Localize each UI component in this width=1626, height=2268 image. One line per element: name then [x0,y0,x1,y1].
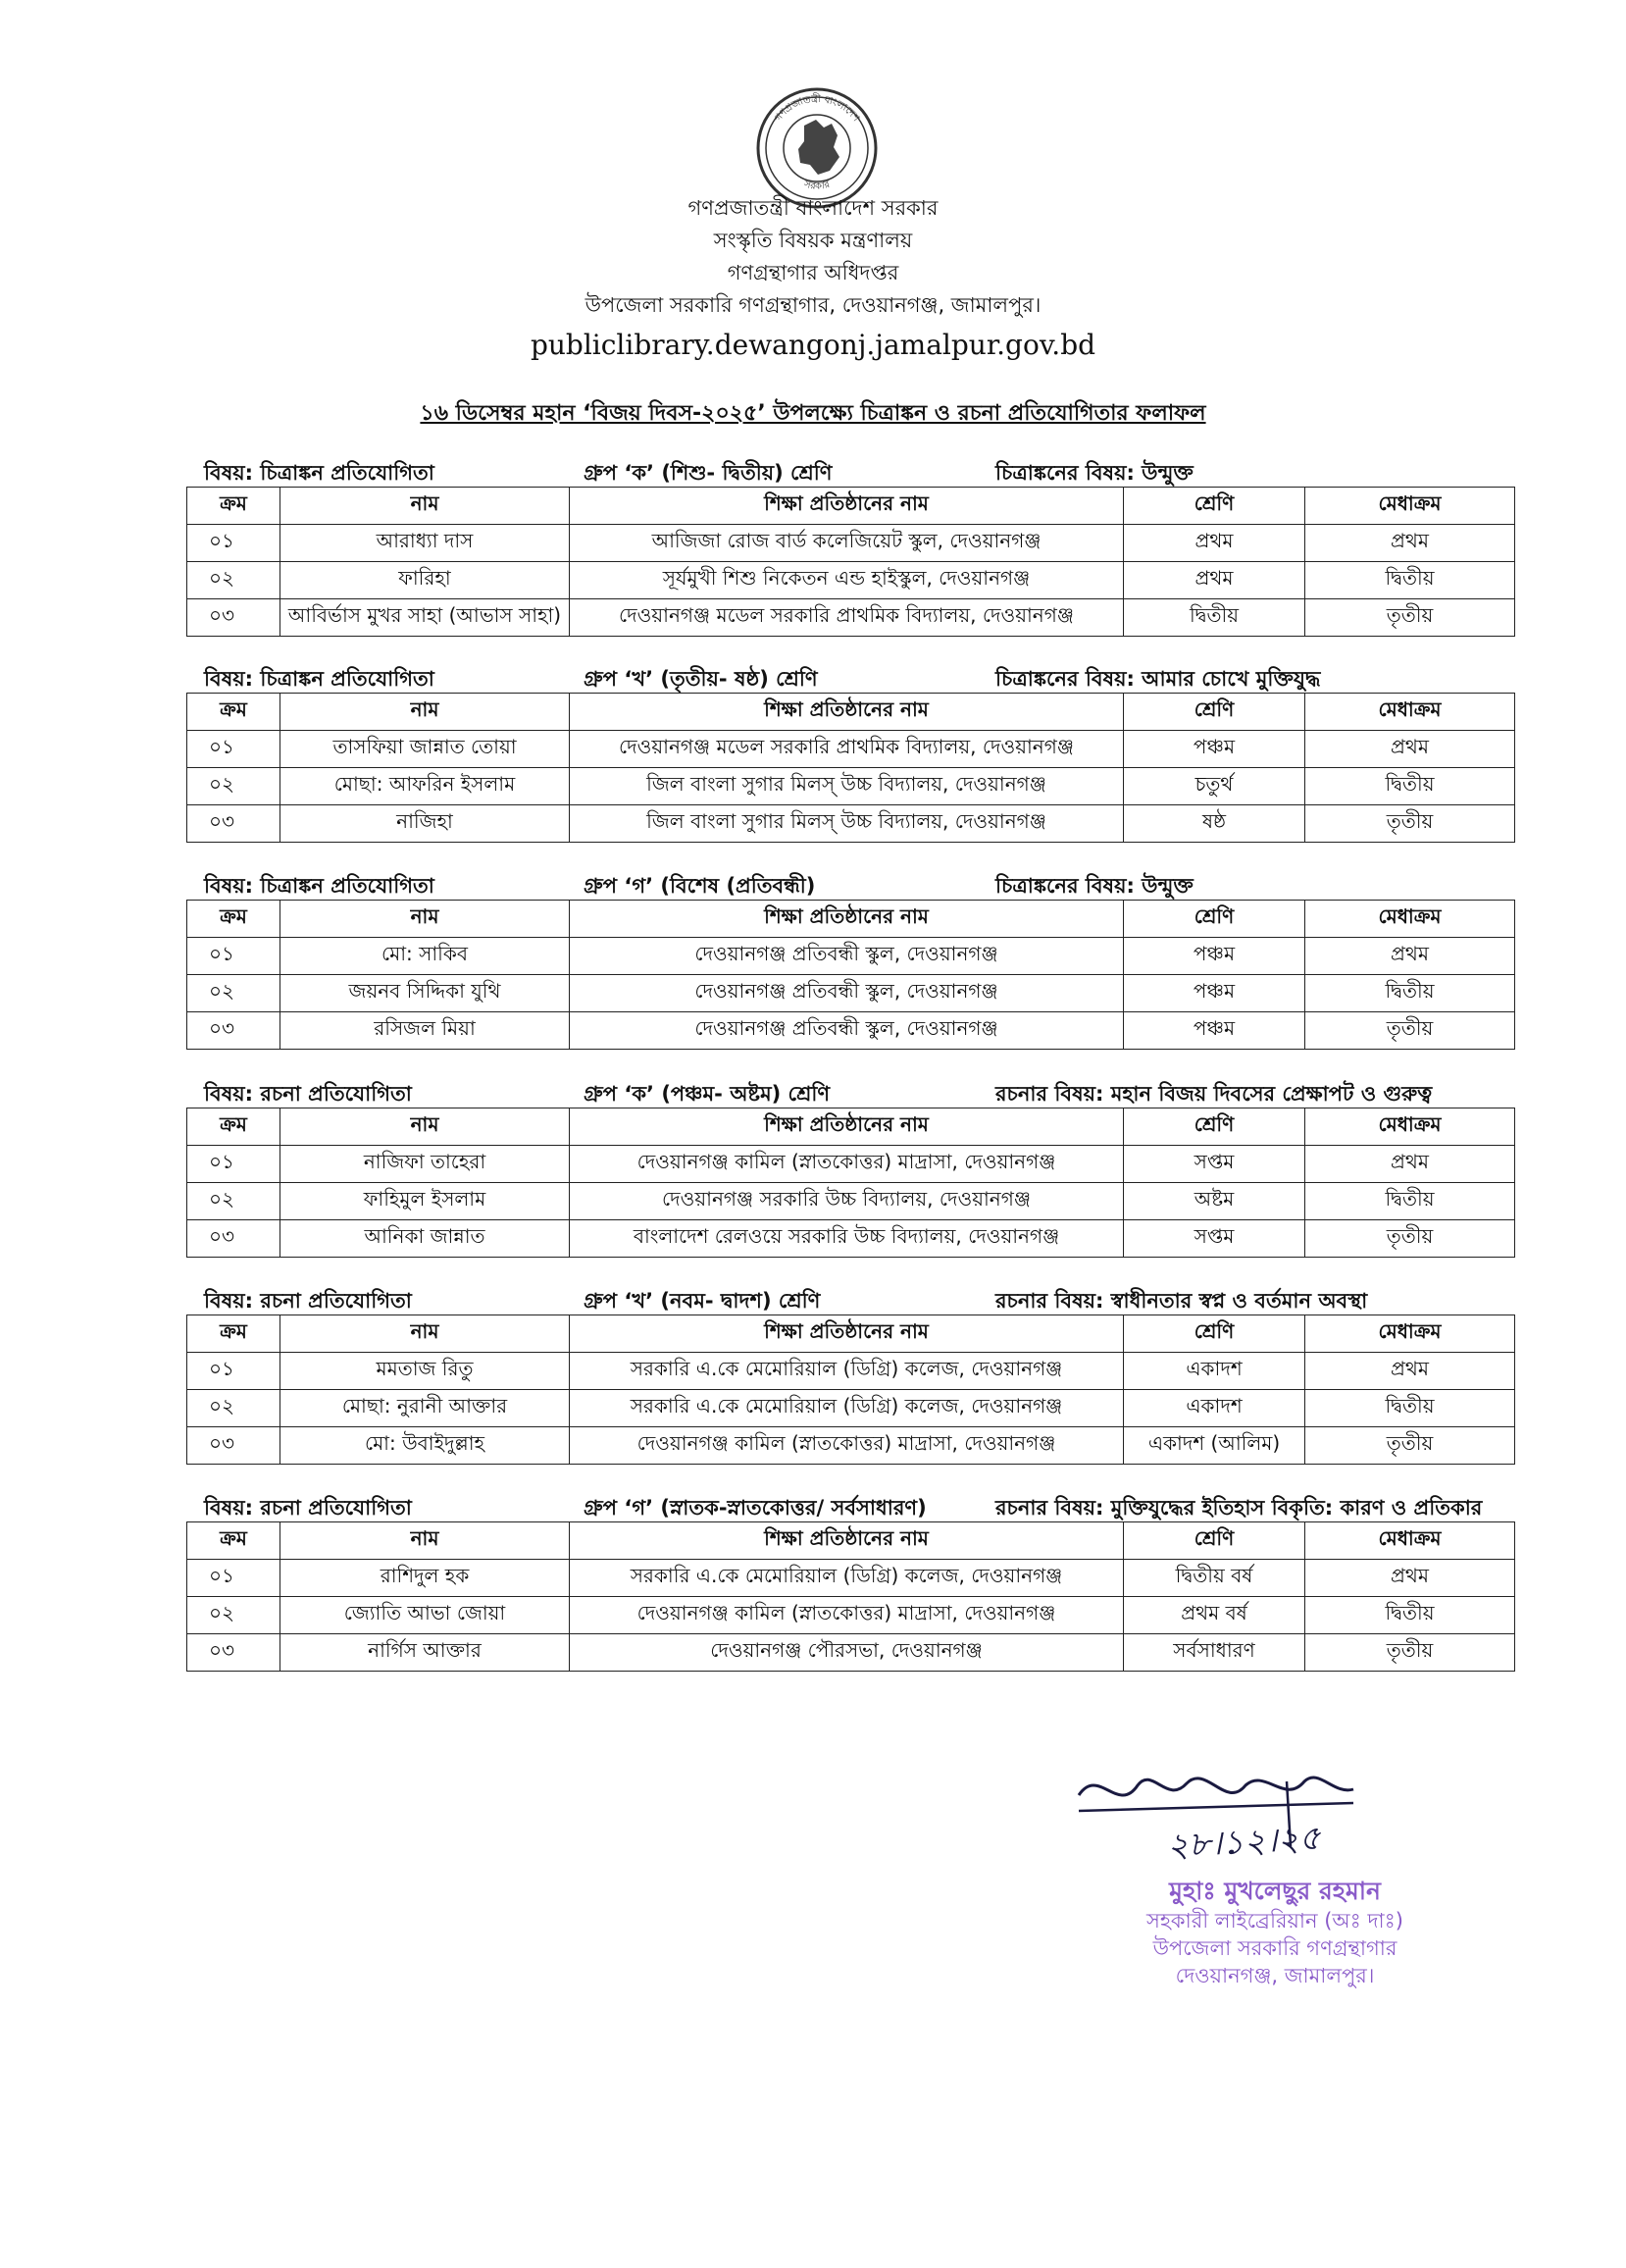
serial-cell: ০২ [187,975,280,1012]
table-row [187,1353,1515,1390]
column-header: শিক্ষা প্রতিষ্ঠানের নাম [570,488,1124,525]
class-cell: সর্বসাধারণ [1124,1634,1305,1672]
table-row [187,1597,1515,1634]
rank-cell: দ্বিতীয় [1305,768,1515,805]
serial-cell: ০১ [187,1353,280,1390]
column-header: শ্রেণি [1124,1315,1305,1353]
section-heading [186,1285,1514,1314]
serial-cell: ০১ [187,1146,280,1183]
table-row [187,768,1515,805]
rank-cell: প্রথম [1305,1353,1515,1390]
result-section [186,1285,1514,1465]
name-cell: আবির্ভাস মুখর সাহা (আভাস সাহা) [280,599,570,637]
section-group: গ্রুপ ‘ক’ (শিশু- দ্বিতীয়) শ্রেণি [584,461,833,485]
rank-cell: প্রথম [1305,731,1515,768]
section-group: গ্রুপ ‘গ’ (বিশেষ (প্রতিবন্ধী) [584,874,816,898]
column-header: শিক্ষা প্রতিষ্ঠানের নাম [570,1522,1124,1560]
institution-cell: বাংলাদেশ রেলওয়ে সরকারি উচ্চ বিদ্যালয়, দেওয়ানগঞ্জ [570,1220,1124,1258]
name-cell: মো: সাকিব [280,938,570,975]
column-header: ক্রম [187,1522,280,1560]
table-header-row [187,1522,1515,1560]
class-cell: দ্বিতীয় [1124,599,1305,637]
institution-cell: দেওয়ানগঞ্জ প্রতিবন্ধী স্কুল, দেওয়ানগঞ্জ [570,975,1124,1012]
table-row [187,562,1515,599]
section-subject: বিষয়: রচনা প্রতিযোগিতা [204,1289,412,1313]
serial-cell: ০১ [187,731,280,768]
serial-cell: ০১ [187,525,280,562]
class-cell: পঞ্চম [1124,938,1305,975]
table-header-row [187,488,1515,525]
result-section [186,870,1514,1050]
stamp-office: উপজেলা সরকারি গণগ্রন্থাগার [1152,1936,1397,1960]
class-cell: একাদশ [1124,1390,1305,1427]
institution-cell: আজিজা রোজ বার্ড কলেজিয়েট স্কুল, দেওয়ানগঞ্জ [570,525,1124,562]
table-row [187,599,1515,637]
name-cell: তাসফিয়া জান্নাত তোয়া [280,731,570,768]
table-row [187,938,1515,975]
section-subject: বিষয়: চিত্রাঙ্কন প্রতিযোগিতা [204,667,434,691]
table-row [187,525,1515,562]
rank-cell: প্রথম [1305,938,1515,975]
table-row [187,731,1515,768]
serial-cell: ০১ [187,938,280,975]
column-header: নাম [280,1315,570,1353]
section-topic: রচনার বিষয়: মহান বিজয় দিবসের প্রেক্ষাপট ও গুরুত্ব [995,1082,1433,1106]
section-topic: রচনার বিষয়: স্বাধীনতার স্বপ্ন ও বর্তমান অবস্থা [995,1289,1368,1313]
column-header: শিক্ষা প্রতিষ্ঠানের নাম [570,694,1124,731]
result-table [186,1108,1515,1258]
section-heading [186,1078,1514,1108]
column-header: মেধাক্রম [1305,901,1515,938]
serial-cell: ০৩ [187,805,280,843]
name-cell: রাশিদুল হক [280,1560,570,1597]
column-header: শ্রেণি [1124,1108,1305,1146]
name-cell: মমতাজ রিতু [280,1353,570,1390]
serial-cell: ০২ [187,768,280,805]
class-cell: অষ্টম [1124,1183,1305,1220]
institution-cell: জিল বাংলা সুগার মিলস্ উচ্চ বিদ্যালয়, দেওয়ানগঞ্জ [570,768,1124,805]
rank-cell: তৃতীয় [1305,1427,1515,1465]
result-table [186,487,1515,637]
column-header: ক্রম [187,901,280,938]
class-cell: পঞ্চম [1124,731,1305,768]
serial-cell: ০৩ [187,1220,280,1258]
rank-cell: তৃতীয় [1305,1012,1515,1050]
class-cell: ষষ্ঠ [1124,805,1305,843]
section-subject: বিষয়: রচনা প্রতিযোগিতা [204,1496,412,1520]
column-header: শ্রেণি [1124,1522,1305,1560]
section-heading [186,1492,1514,1521]
serial-cell: ০৩ [187,599,280,637]
serial-cell: ০২ [187,562,280,599]
seal-text-top: গণপ্রজাতন্ত্রী বাংলাদেশ [772,93,862,125]
name-cell: নার্গিস আক্তার [280,1634,570,1672]
result-section [186,1492,1514,1672]
column-header: মেধাক্রম [1305,488,1515,525]
result-table [186,1314,1515,1465]
table-row [187,1427,1515,1465]
column-header: শিক্ষা প্রতিষ্ঠানের নাম [570,901,1124,938]
institution-cell: সরকারি এ.কে মেমোরিয়াল (ডিগ্রি) কলেজ, দেওয়ানগঞ্জ [570,1390,1124,1427]
institution-cell: সরকারি এ.কে মেমোরিয়াল (ডিগ্রি) কলেজ, দেওয়ানগঞ্জ [570,1560,1124,1597]
header-url: publiclibrary.dewangonj.jamalpur.gov.bd [530,329,1096,361]
name-cell: নাজিহা [280,805,570,843]
table-row [187,1183,1515,1220]
name-cell: মোছা: আফরিন ইসলাম [280,768,570,805]
column-header: শ্রেণি [1124,488,1305,525]
section-group: গ্রুপ ‘ক’ (পঞ্চম- অষ্টম) শ্রেণি [584,1082,831,1106]
name-cell: আরাধ্যা দাস [280,525,570,562]
rank-cell: তৃতীয় [1305,1220,1515,1258]
serial-cell: ০৩ [187,1634,280,1672]
class-cell: পঞ্চম [1124,1012,1305,1050]
rank-cell: দ্বিতীয় [1305,1390,1515,1427]
result-section [186,457,1514,637]
institution-cell: দেওয়ানগঞ্জ প্রতিবন্ধী স্কুল, দেওয়ানগঞ্জ [570,938,1124,975]
serial-cell: ০২ [187,1597,280,1634]
column-header: ক্রম [187,1315,280,1353]
official-stamp [1079,1876,1471,1989]
table-header-row [187,901,1515,938]
stamp-name: মুহাঃ মুখলেছুর রহমান [1169,1877,1381,1905]
class-cell: প্রথম বর্ষ [1124,1597,1305,1634]
column-header: নাম [280,1522,570,1560]
table-row [187,1220,1515,1258]
serial-cell: ০২ [187,1183,280,1220]
section-group: গ্রুপ ‘খ’ (নবম- দ্বাদশ) শ্রেণি [584,1289,821,1313]
class-cell: সপ্তম [1124,1220,1305,1258]
result-table [186,693,1515,843]
table-row [187,1634,1515,1672]
header-ministry: সংস্কৃতি বিষয়ক মন্ত্রণালয় [713,229,913,252]
section-group: গ্রুপ ‘গ’ (স্নাতক-স্নাতকোত্তর/ সর্বসাধারণ) [584,1496,927,1520]
column-header: মেধাক্রম [1305,1315,1515,1353]
class-cell: প্রথম [1124,525,1305,562]
institution-cell: দেওয়ানগঞ্জ কামিল (স্নাতকোত্তর) মাদ্রাসা, দেওয়ানগঞ্জ [570,1427,1124,1465]
institution-cell: দেওয়ানগঞ্জ মডেল সরকারি প্রাথমিক বিদ্যালয়, দেওয়ানগঞ্জ [570,599,1124,637]
rank-cell: দ্বিতীয় [1305,562,1515,599]
institution-cell: দেওয়ানগঞ্জ প্রতিবন্ধী স্কুল, দেওয়ানগঞ্জ [570,1012,1124,1050]
table-header-row [187,1315,1515,1353]
table-row [187,1390,1515,1427]
table-row [187,1012,1515,1050]
seal-text-bottom: সরকার [802,179,832,192]
name-cell: ফাহিমুল ইসলাম [280,1183,570,1220]
section-topic: রচনার বিষয়: মুক্তিযুদ্ধের ইতিহাস বিকৃতি: কারণ ও প্রতিকার [995,1496,1483,1520]
table-header-row [187,694,1515,731]
column-header: শ্রেণি [1124,694,1305,731]
institution-cell: সরকারি এ.কে মেমোরিয়াল (ডিগ্রি) কলেজ, দেওয়ানগঞ্জ [570,1353,1124,1390]
section-heading [186,457,1514,487]
class-cell: পঞ্চম [1124,975,1305,1012]
header-department: গণগ্রন্থাগার অধিদপ্তর [727,261,899,284]
column-header: মেধাক্রম [1305,1108,1515,1146]
table-row [187,805,1515,843]
section-subject: বিষয়: রচনা প্রতিযোগিতা [204,1082,412,1106]
institution-cell: দেওয়ানগঞ্জ কামিল (স্নাতকোত্তর) মাদ্রাসা, দেওয়ানগঞ্জ [570,1146,1124,1183]
result-table [186,900,1515,1050]
institution-cell: দেওয়ানগঞ্জ কামিল (স্নাতকোত্তর) মাদ্রাসা, দেওয়ানগঞ্জ [570,1597,1124,1634]
class-cell: সপ্তম [1124,1146,1305,1183]
section-topic: চিত্রাঙ্কনের বিষয়: উন্মুক্ত [995,874,1194,898]
serial-cell: ০৩ [187,1012,280,1050]
class-cell: একাদশ [1124,1353,1305,1390]
name-cell: রসিজল মিয়া [280,1012,570,1050]
institution-cell: দেওয়ানগঞ্জ সরকারি উচ্চ বিদ্যালয়, দেওয়ানগঞ্জ [570,1183,1124,1220]
column-header: মেধাক্রম [1305,1522,1515,1560]
section-subject: বিষয়: চিত্রাঙ্কন প্রতিযোগিতা [204,874,434,898]
result-section [186,663,1514,843]
class-cell: দ্বিতীয় বর্ষ [1124,1560,1305,1597]
column-header: নাম [280,694,570,731]
letterhead [0,192,1626,367]
name-cell: মো: উবাইদুল্লাহ [280,1427,570,1465]
page-title: ১৬ ডিসেম্বর মহান ‘বিজয় দিবস-২০২৫’ উপলক্ষ্যে চিত্রাঙ্কন ও রচনা প্রতিযোগিতার ফলাফল [420,401,1206,426]
class-cell: প্রথম [1124,562,1305,599]
column-header: নাম [280,488,570,525]
rank-cell: প্রথম [1305,525,1515,562]
stamp-address: দেওয়ানগঞ্জ, জামালপুর। [1175,1964,1375,1987]
signature-text: মুখলেছুর [1098,1785,1102,1786]
rank-cell: প্রথম [1305,1560,1515,1597]
stamp-designation: সহকারী লাইব্রেরিয়ান (অঃ দাঃ) [1146,1909,1403,1933]
table-row [187,1146,1515,1183]
result-section [186,1078,1514,1258]
column-header: নাম [280,1108,570,1146]
column-header: নাম [280,901,570,938]
institution-cell: জিল বাংলা সুগার মিলস্ উচ্চ বিদ্যালয়, দেওয়ানগঞ্জ [570,805,1124,843]
column-header: মেধাক্রম [1305,694,1515,731]
section-group: গ্রুপ ‘খ’ (তৃতীয়- ষষ্ঠ) শ্রেণি [584,667,818,691]
column-header: শ্রেণি [1124,901,1305,938]
result-table [186,1521,1515,1672]
section-subject: বিষয়: চিত্রাঙ্কন প্রতিযোগিতা [204,461,434,485]
table-header-row [187,1108,1515,1146]
header-govt: গণপ্রজাতন্ত্রী বাংলাদেশ সরকার [687,196,939,220]
table-row [187,1560,1515,1597]
name-cell: জ্যোতি আভা জোয়া [280,1597,570,1634]
institution-cell: সূর্যমুখী শিশু নিকেতন এন্ড হাইস্কুল, দেওয়ানগঞ্জ [570,562,1124,599]
column-header: শিক্ষা প্রতিষ্ঠানের নাম [570,1108,1124,1146]
name-cell: আনিকা জান্নাত [280,1220,570,1258]
serial-cell: ০১ [187,1560,280,1597]
section-heading [186,663,1514,693]
header-office: উপজেলা সরকারি গণগ্রন্থাগার, দেওয়ানগঞ্জ, জামালপুর। [584,293,1042,317]
class-cell: চতুর্থ [1124,768,1305,805]
rank-cell: তৃতীয় [1305,599,1515,637]
serial-cell: ০২ [187,1390,280,1427]
column-header: ক্রম [187,694,280,731]
serial-cell: ০৩ [187,1427,280,1465]
rank-cell: তৃতীয় [1305,1634,1515,1672]
signature-date: ২৮।১২।২৫ [1165,1818,1322,1867]
column-header: শিক্ষা প্রতিষ্ঠানের নাম [570,1315,1124,1353]
section-topic: চিত্রাঙ্কনের বিষয়: আমার চোখে মুক্তিযুদ্ধ [995,667,1321,691]
rank-cell: তৃতীয় [1305,805,1515,843]
section-topic: চিত্রাঙ্কনের বিষয়: উন্মুক্ত [995,461,1194,485]
table-row [187,975,1515,1012]
class-cell: একাদশ (আলিম) [1124,1427,1305,1465]
rank-cell: দ্বিতীয় [1305,975,1515,1012]
rank-cell: প্রথম [1305,1146,1515,1183]
name-cell: নাজিফা তাহেরা [280,1146,570,1183]
rank-cell: দ্বিতীয় [1305,1183,1515,1220]
rank-cell: দ্বিতীয় [1305,1597,1515,1634]
name-cell: মোছা: নুরানী আক্তার [280,1390,570,1427]
institution-cell: দেওয়ানগঞ্জ পৌরসভা, দেওয়ানগঞ্জ [570,1634,1124,1672]
institution-cell: দেওয়ানগঞ্জ মডেল সরকারি প্রাথমিক বিদ্যালয়, দেওয়ানগঞ্জ [570,731,1124,768]
column-header: ক্রম [187,1108,280,1146]
name-cell: ফারিহা [280,562,570,599]
section-heading [186,870,1514,900]
name-cell: জয়নব সিদ্দিকা যুথি [280,975,570,1012]
column-header: ক্রম [187,488,280,525]
